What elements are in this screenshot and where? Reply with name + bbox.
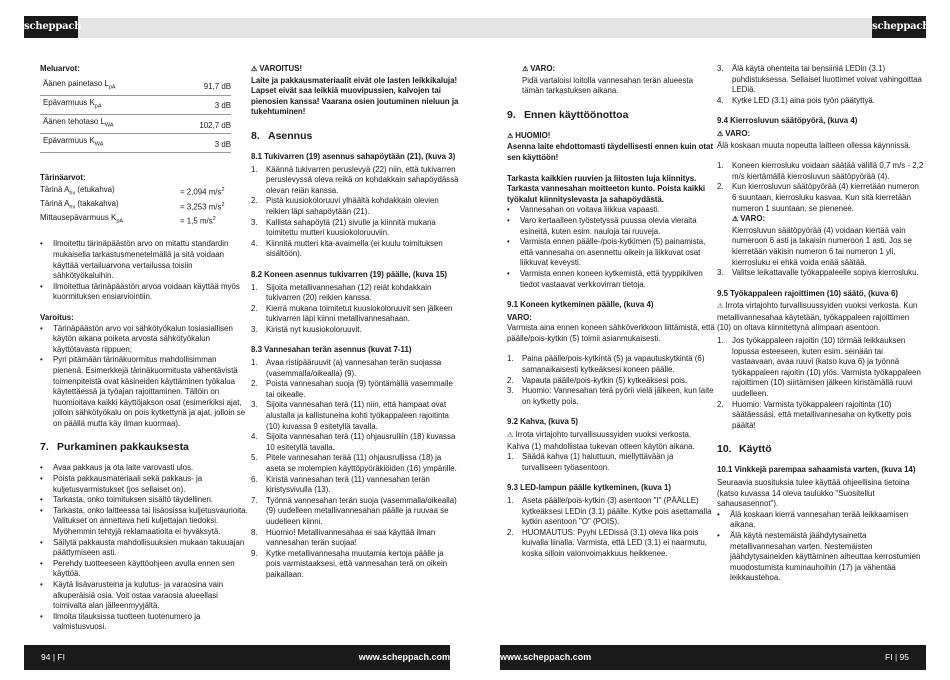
section-9-title: Ennen käyttöönottoa xyxy=(524,108,629,121)
list-item-number: 4. xyxy=(251,432,258,442)
section-10-heading xyxy=(717,443,925,455)
list-item: • Ilmoitettua tärinäpäästön arvoa voidaan käyttää myös kuormituksen ensiarviointiin. xyxy=(40,282,248,303)
list-item-text: Kiristä nyt kuusiokoloruuvit. xyxy=(266,324,362,334)
caution-block xyxy=(507,64,715,97)
list-item: • Käytä lisävarusteina ja kulutus- ja varaosina vain alkuperäisiä osia. Voit ostaa varaosia alueellasi toimivalta alan jälleenmyyjältä. xyxy=(40,580,248,612)
section-8-1-list xyxy=(251,165,459,260)
warning-text: Laite ja pakkausmateriaalit eivät ole lasten leikkikaluja! Lapset eivät saa leikkiä muovipussien, kalvojen tai pienosien kanssa! Vaarana osien joutuminen nieluun ja tukehtuminen! xyxy=(251,75,459,117)
noise-title: Meluarvot: xyxy=(40,64,80,73)
list-item xyxy=(251,549,459,581)
vibration-label: Mittausepävarmuus $K_{pA}$ xyxy=(40,213,124,225)
header-bar-left xyxy=(24,18,475,38)
list-item xyxy=(717,268,925,279)
list-item-number: 5. xyxy=(251,453,258,463)
note-text: Asenna laite ehdottomasti täydellisesti ennen kuin otat sen käyttöön! xyxy=(507,142,714,162)
list-item-number: 1. xyxy=(507,452,514,462)
list-item-number: 2. xyxy=(717,399,724,409)
column-2 xyxy=(251,64,459,591)
list-item: • Älä koskaan kierrä vannesahan terää leikkaamisen aikana. xyxy=(717,510,925,531)
list-item xyxy=(251,165,459,197)
list-item-number: 7. xyxy=(251,495,258,505)
list-item-number: 3. xyxy=(717,268,724,278)
list-item: • Säilytä pakkausta mahdollisuuksien mukaan takuuajan päättymiseen asti. xyxy=(40,538,248,559)
section-9-1-text: Varmista aina ennen koneen sähköverkkoon liittämistä, että päälle/pois-kytkin (5) toimii asianmukaisesti. xyxy=(507,323,715,343)
list-item: • Varmista ennen päälle-/pois-kytkimen (5) painamista, että vannesaha on asennettu oikein ja liikkuvat osat liikkuvat keveysti. xyxy=(507,237,715,269)
note-triangle-icon: ⚠ xyxy=(507,132,514,140)
check-text: Tarkasta kaikkien ruuvien ja liitosten luja kiinnitys. Tarkasta vannesahan moitteeton kunto. Poista kaikki työkalut kiinnityslevasta ja sahapöydästä. xyxy=(507,173,706,204)
list-item-text: Käännä tukivarren peruslevyä (22) niin, että tukivarren peruslevyssä oleva reikä on kohdakkain sahapöydässä olevan reiän kanssa. xyxy=(266,164,459,195)
section-10-1-list xyxy=(717,510,925,584)
list-item-text: Valitse leikattavalle työkappaleelle sopiva kierrosluku. xyxy=(732,268,919,278)
list-item-text: Huomio: Vannesahan terä pyörii vielä jälkeen, kun laite on kytketty pois. xyxy=(522,386,714,406)
section-9-1-list xyxy=(507,354,715,407)
list-item-number: 1. xyxy=(251,164,258,174)
list-item-text: Kierrä mukana toimitetut kuusiokoloruuvit sen jälkeen tukivarren läpi kiinni metallivannesahaan. xyxy=(266,303,453,324)
list-item xyxy=(251,475,459,496)
list-item xyxy=(507,528,715,560)
section-9-4-text: Älä koskaan muuta nopeutta laitteen ollessa käynnissä. xyxy=(717,140,911,150)
section-9-4-caution: VARO: xyxy=(725,128,751,138)
list-item-number: 2. xyxy=(251,303,258,313)
noise-row xyxy=(40,134,231,153)
list-item-text: Sijoita metallivannesahan (12) reiät kohdakkain tukivarren (20) reikien kanssa. xyxy=(266,282,432,303)
column-1 xyxy=(40,64,248,643)
vibration-label: Tärinä $A_{hv}$ (etukahva) xyxy=(40,184,115,197)
vibration-row xyxy=(40,185,225,199)
footer-left xyxy=(24,645,450,670)
list-item xyxy=(251,496,459,528)
list-item: • Varmista ennen koneen kytkemistä, että tyyppikilven tiedot vastaavat verkkovirran tietoja. xyxy=(507,269,715,290)
section-9-4-caution2: VARO: xyxy=(740,214,766,224)
warning-list xyxy=(40,324,248,430)
list-item-number: 3. xyxy=(251,400,258,410)
section-9-3-title: 9.3 LED-lampun päälle kytkeminen, (kuva 1) xyxy=(507,483,672,493)
list-item: • Ilmoitettu tärinäpäästön arvo on mitattu standardin mukaisella tarkastusmenetelmällä ja sitä voidaan käyttää vertailuarvona vertailussa toisiin sähkötyökaluihin. xyxy=(40,239,248,281)
section-9-number: 9. xyxy=(507,108,516,121)
list-item-number: 1. xyxy=(717,336,724,346)
warning-label: VAROITUS! xyxy=(259,64,303,73)
unpacking-list xyxy=(40,463,248,633)
column-3 xyxy=(507,64,715,570)
section-8-title: Asennus xyxy=(268,129,313,142)
section-10-1-text: Seuraavia suosituksia tulee käyttää ohjeellisina tietoina (katso kuvassa 14 oleva taulukko "Suositellut sahausasennot"). xyxy=(717,478,910,509)
section-10-number: 10. xyxy=(717,443,732,456)
section-9-2-title: 9.2 Kahva, (kuva 5) xyxy=(507,417,579,427)
section-7-number: 7. xyxy=(40,441,49,454)
list-item-text: Avaa ristipääruuvit (a) vannesahan terän suojassa (vasemmalla/oikealla) (9). xyxy=(266,358,442,378)
caution-triangle-icon: ⚠ xyxy=(717,303,724,311)
noise-row xyxy=(40,114,231,133)
list-item-text: Sijoita vannesahan terä (11) niin, että hampaat ovat alustalla ja kallistuneina kohti työkappaleen rajoitinta (10) kuvassa 9 esitetyllä tavalla. xyxy=(266,400,449,431)
vibration-row xyxy=(40,213,225,227)
list-item-text: Säädä kahva (1) haluttuun, miellyttävään ja turvalliseen työasentoon. xyxy=(522,452,674,472)
vibration-notes xyxy=(40,239,248,303)
list-item-text: Huomio: Varmista työkappaleen rajoitinta (10) säätäessäsi, että metallivannesaha on kytketty pois päältä! xyxy=(732,399,912,430)
column-4 xyxy=(717,64,925,594)
list-item xyxy=(717,336,925,400)
led-list-continued xyxy=(717,64,925,106)
caution-triangle-icon: ⚠ xyxy=(522,66,529,73)
list-item-number: 4. xyxy=(717,95,724,105)
list-item-number: 3. xyxy=(507,386,514,396)
section-9-4-caution2-text: Kierrosluvun säätöpyörää (4) voidaan kiertää vain numeroon 6 asti ja takaisin numeroon 1 asti. Jos se kierretään väkisin numeron 6 tai numeron 1 yli, kierrosluku ei ehkä voida enää säätää. xyxy=(732,225,912,267)
list-item-text: Sijoita vannesahan terä (11) ohjausrulliin (18) kuvassa 10 esitetyllä tavalla. xyxy=(266,432,456,452)
section-9-2-list xyxy=(507,452,715,473)
section-9-4-list xyxy=(717,161,925,214)
list-item-text: Kallista sahapöytä (21) sivulle ja kiinnitä mukana toimitettu mutteri kuusiokoloruuviin. xyxy=(266,217,436,238)
noise-label: Epävarmuus $K_{pA}$ xyxy=(40,95,171,114)
warning-title: Varoitus: xyxy=(40,312,74,322)
section-8-3-list xyxy=(251,358,459,580)
section-9-heading xyxy=(507,109,715,121)
section-9-1-title: 9.1 Koneen kytkeminen päälle, (kuva 4) xyxy=(507,300,654,310)
list-item-text: HUOMAUTUS: Pyyhi LEDissä (3.1) oleva lika pois kuivalla liinalla. Varmista, että LED (3.1) ei naarmutu, koska silloin valonvoimakkuus heikkenee. xyxy=(522,527,707,558)
footer-url-left[interactable]: www.scheppach.com xyxy=(358,652,450,662)
list-item: • Vannesahan on voitava liikkua vapaasti. xyxy=(507,205,715,216)
list-item: • Avaa pakkaus ja ota laite varovasti ulos. xyxy=(40,463,248,474)
section-9-1-caution: VARO: xyxy=(507,312,532,322)
caution-label: VARO: xyxy=(530,64,556,73)
section-8-3-title: 8.3 Vannesahan terän asennus (kuvat 7-11) xyxy=(251,345,412,355)
vibration-title: Tärinäarvot: xyxy=(40,173,86,183)
list-item xyxy=(507,354,715,375)
warning-heading xyxy=(251,64,459,76)
section-8-number: 8. xyxy=(251,129,260,142)
noise-row xyxy=(40,77,231,96)
list-item-number: 4. xyxy=(251,238,258,248)
brand-logo-right: scheppach xyxy=(872,16,926,38)
caution-triangle-icon: ⚠ xyxy=(732,216,739,224)
section-9-2-text: ⚠ Irrota virtajohto turvallisuussyiden vuoksi verkosta. Kahva (1) mahdollistaa tukevan otteen käytön aikana. xyxy=(507,430,695,451)
list-item xyxy=(717,400,925,432)
list-item xyxy=(251,400,459,432)
list-item: • Tarkasta, onko laitteessa tai lisäosissa kuljetusvaurioita. Valitukset on annettava heti kuljettajan tiedoksi. Myöhemmin tehtyjä reklamaatioita ei hyväksytä. xyxy=(40,506,248,538)
vibration-value: = 2,094 $m/s^2$ xyxy=(180,187,225,197)
section-8-1-title: 8.1 Tukivarren (19) asennus sahapöytään (21), (kuva 3) xyxy=(251,151,456,161)
section-9-5-text: ⚠ Irrota virtajohto turvallisuussyiden vuoksi verkosta. Kun metallivannesahaa käytetään, työkappaleen rajoittimen (10) on oltava kiinnitettynä alimpaan asentoon. xyxy=(717,301,918,333)
noise-value: 102,7 dB xyxy=(171,114,231,133)
list-item-text: Vapauta päälle/pois-kytkin (5) kytkeäksesi pois. xyxy=(522,375,688,385)
list-item-number: 1. xyxy=(251,282,258,292)
list-item: • Ilmoita tilauksissa tuotteen tuotenumero ja valmistusvuosi. xyxy=(40,612,248,633)
list-item xyxy=(507,452,715,473)
page-number-left: 94 | FI xyxy=(41,652,65,662)
list-item xyxy=(507,496,715,528)
section-9-3-list xyxy=(507,496,715,560)
list-item: • Poista pakkausmateriaali sekä pakkaus- ja kuljetusvarmistukset (jos sellaiset on). xyxy=(40,474,248,495)
list-item xyxy=(251,196,459,217)
list-item-number: 2. xyxy=(507,527,514,537)
check-list xyxy=(507,205,715,290)
list-item-text: Kiinnitä mutteri kita-avaimella (ei kuulu toimituksen sisältöön). xyxy=(266,238,443,259)
list-item: • Perehdy tuotteeseen käyttöohjeen avulla ennen sen käyttöä. xyxy=(40,559,248,580)
section-9-5-list xyxy=(717,336,925,431)
list-item-text: Jos työkappaleen rajoitin (10) törmää leikkauksen lopussa esteeseen, kuten esim. seinään tai vastaavaan, avaa ruuvi (katso kuva 6) ja työnnä työkappaleen rajoitin (10) ylös. Varmista työkappaleen rajoittimen (10) siirtämisen jälkeen kiristämällä ruuvi uudelleen. xyxy=(732,336,921,399)
list-item-number: 8. xyxy=(251,527,258,537)
list-item-number: 9. xyxy=(251,548,258,558)
section-10-1-title: 10.1 Vinkkejä parempaa sahaamista varten, (kuva 14) xyxy=(717,465,916,475)
list-item-number: 2. xyxy=(717,182,724,192)
list-item-text: Pitele vannesahan terää (11) ohjausrullissa (18) ja aseta se molempien käyttöpyöräkiöiden (16) ympärille. xyxy=(266,453,457,473)
vibration-value: = 3,253 $m/s^2$ xyxy=(180,201,225,212)
list-item xyxy=(251,358,459,379)
vibration-value: = 1,5 $m/s^2$ xyxy=(180,215,216,226)
warning-triangle-icon: ⚠ xyxy=(251,66,258,73)
list-item: • Varo kertaalleen työstetyssä puussa olevia vieraita esineitä, kuten esim. nauloja tai ruuveja. xyxy=(507,216,715,237)
list-item xyxy=(717,161,925,182)
noise-label: Epävarmuus $K_{WA}$ xyxy=(40,134,171,153)
list-item-number: 2. xyxy=(251,196,258,206)
list-item xyxy=(717,182,925,214)
list-item: • Pyri pitämään tärinäkuormitus mahdollisimman pienenä. Esimerkkejä tärinäkuormitusta vähentävistä toimenpiteistä ovat käsineiden käyttäminen työkalua käytettäessä ja työajan rajoittaminen. Tällöin on huomioitava kaikki käyttöjakson osat (esimerkiksi ajat, jolloin sähkötyökalu on pois kytkettynä ja ajat, jolloin se on päällä mutta käy ilman kuormaa). xyxy=(40,355,248,429)
list-item-text: Pistä kuusiokoloruuvi ylhäältä kohdakkain olevien reikien läpi sahapöytään (21). xyxy=(266,196,439,216)
section-7-title: Purkaminen pakkauksesta xyxy=(57,441,189,454)
list-item xyxy=(251,283,459,304)
noise-label: Äänen painetaso $L_{pA}$ xyxy=(40,77,171,96)
note-label: HUOMIO! xyxy=(515,130,551,140)
list-item-number: 1. xyxy=(507,354,514,364)
list-item: • Tärinäpäästön arvo voi sähkötyökalun tosiasiallisen käytön aikana poiketa arvosta sähkötyökalun käyttötavasta riippuen; xyxy=(40,324,248,356)
list-item-text: Poista vannesahan suoja (9) työntämällä vasemmalle tai oikealle. xyxy=(266,379,453,399)
section-9-4-list-end xyxy=(717,268,925,279)
vibration-label: Tärinä $A_{hv}$ (takakahva) xyxy=(40,199,119,211)
list-item-number: 2. xyxy=(507,375,514,385)
list-item-number: 1. xyxy=(717,161,724,171)
noise-value: 3 dB xyxy=(171,134,231,153)
list-item-number: 2. xyxy=(251,379,258,389)
section-8-heading xyxy=(251,130,459,142)
vibration-table xyxy=(40,185,225,228)
caution-text: Pidä vartaloisi loitolla vannesahan terän alueesta tämän tarkastuksen aikana. xyxy=(522,75,694,96)
section-8-2-list xyxy=(251,283,459,336)
list-item-number: 3. xyxy=(251,217,258,227)
list-item-text: Koneen kierrosluku voidaan säätää välillä 0,7 m/s - 2,2 m/s kiertämällä kierrosluvun säätöpyörää (4). xyxy=(732,161,924,181)
section-8-2-title: 8.2 Koneen asennus tukivarren (19) päälle, (kuva 15) xyxy=(251,269,448,279)
page-number-right: FI | 95 xyxy=(885,652,909,662)
noise-label: Äänen tehotaso $L_{WA}$ xyxy=(40,114,171,133)
list-item-text: Aseta päälle/pois-kytkin (3) asentoon "I" (PÄÄLLE) kytkeäksesi LEDin (3.1) päälle. Kytke pois asettamalla kytkin asentoon "O" (POIS). xyxy=(522,496,712,527)
section-9-4-caution-block xyxy=(717,214,925,268)
list-item-number: 1. xyxy=(251,358,258,368)
list-item xyxy=(251,304,459,325)
list-item-text: Paina päälle/pois-kytkintä (5) ja vapautuskytkintä (6) samanaikaisesti kytkeäksesi koneen päälle. xyxy=(522,354,705,375)
list-item-text: Huomio! Metallivannesahaa ei saa käyttää ilman vannesahan terän suojaa! xyxy=(266,527,436,548)
list-item xyxy=(251,379,459,400)
list-item xyxy=(251,432,459,453)
list-item xyxy=(507,386,715,407)
list-item: • Tarkasta, onko toimituksen sisältö täydellinen. xyxy=(40,495,248,506)
section-9-4-title: 9.4 Kierrosluvun säätöpyörä, (kuva 4) xyxy=(717,116,858,126)
brand-logo-left: scheppach xyxy=(24,16,78,38)
footer-right xyxy=(500,645,926,670)
list-item-text: Älä käytä ohenteita tai bensiiniä LEDin (3.1) puhdistuksessa. Sellaiset liuottimet voivat vahingoittaa LEDiä. xyxy=(732,64,922,95)
list-item-text: Työnnä vannesahan terän suoja (vasemmalla/oikealla) (9) uudelleen metallivannesahan päälle ja ruuvaa se uudelleen kiinni. xyxy=(266,495,457,526)
list-item xyxy=(251,239,459,260)
vibration-row xyxy=(40,199,225,213)
list-item-number: 3. xyxy=(251,324,258,334)
noise-table xyxy=(40,77,231,154)
list-item xyxy=(251,325,459,336)
section-9-5-title: 9.5 Työkappaleen rajoittimen (10) säätö, (kuva 6) xyxy=(717,288,898,298)
list-item xyxy=(717,64,925,96)
list-item-number: 3. xyxy=(717,64,724,73)
noise-row xyxy=(40,95,231,114)
header-bar-right xyxy=(475,18,926,38)
caution-triangle-icon: ⚠ xyxy=(507,432,514,440)
list-item xyxy=(251,453,459,474)
list-item: • Älä käytä nestemäistä jäähdytysainetta metallivannesahan varten. Nestemäisten jäähdytysaineiden käyttäminen aiheuttaa kerrostumien muodostumista kuminauhoihin (17) ja vähentää leikkaustehoa. xyxy=(717,531,925,584)
list-item-text: Kiristä vannesahan terä (11) vannesahan terän kiristysvivulla (13). xyxy=(266,474,430,495)
noise-value: 3 dB xyxy=(171,95,231,114)
list-item xyxy=(717,96,925,107)
list-item xyxy=(251,218,459,239)
list-item-number: 6. xyxy=(251,474,258,484)
section-10-title: Käyttö xyxy=(739,443,772,456)
list-item-number: 1. xyxy=(507,496,514,505)
list-item-text: Kun kierrosluvun säätöpyörää (4) kierretään numeron 6 suuntaan, kierrosluku kasvaa. Kun sitä kierretään numeron 1 suuntaan, se pienenee. xyxy=(732,182,919,213)
noise-value: 91,7 dB xyxy=(171,77,231,96)
list-item-text: Kytke metallivannesaha muutamia kertoja päälle ja pois varmistaaksesi, että vannesahan terä on oikein paikallaan. xyxy=(266,548,448,579)
caution-triangle-icon: ⚠ xyxy=(717,130,724,138)
list-item xyxy=(251,528,459,549)
section-7-heading xyxy=(40,441,248,453)
list-item-text: Kytke LED (3.1) aina pois työn päätyttyä. xyxy=(732,95,875,105)
footer-url-right[interactable]: www.scheppach.com xyxy=(500,652,592,662)
list-item xyxy=(507,376,715,387)
